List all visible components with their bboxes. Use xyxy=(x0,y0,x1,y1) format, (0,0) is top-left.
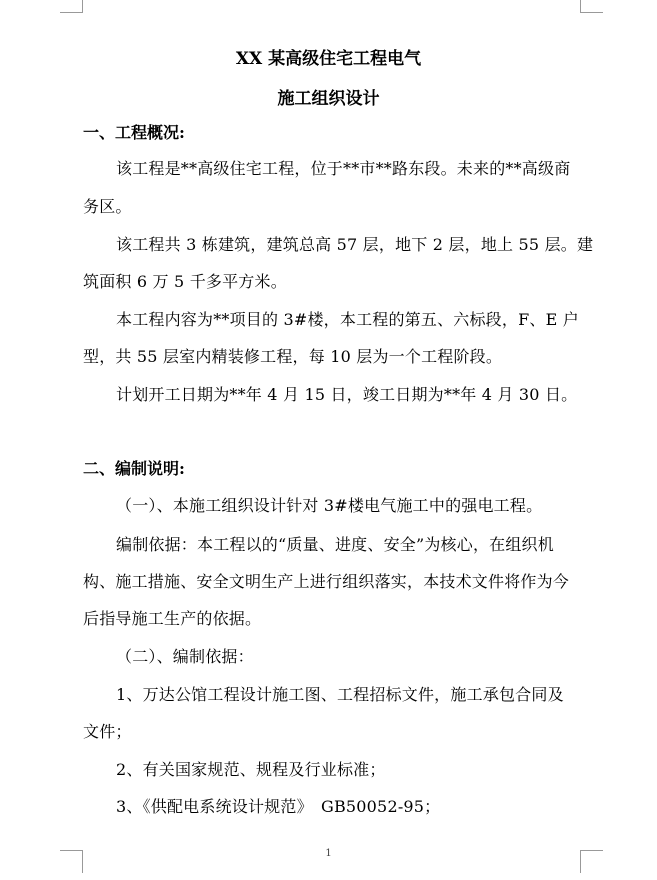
list-item: 文件； xyxy=(83,722,132,741)
paragraph-line: 该工程共 3 栋建筑，建筑总高 57 层，地下 2 层，地上 55 层。建 xyxy=(116,235,594,254)
paragraph-line: 该工程是**高级住宅工程，位于**市**路东段。未来的**高级商 xyxy=(116,159,571,178)
corner-mark-top-left xyxy=(60,0,83,13)
paragraph-line: 构、施工措施、安全文明生产上进行组织落实，本技术文件将作为今 xyxy=(83,572,570,591)
paragraph-line: 后指导施工生产的依据。 xyxy=(83,609,262,628)
paragraph-line: 务区。 xyxy=(83,197,132,216)
paragraph-line: 编制依据：本工程以的“质量、进度、安全”为核心，在组织机 xyxy=(116,535,554,554)
subheading-line: （一）、本施工组织设计针对 3#楼电气施工中的强电工程。 xyxy=(116,496,543,515)
document-subtitle: 施工组织设计 xyxy=(277,89,380,109)
list-item: 3、《供配电系统设计规范》 GB50052-95； xyxy=(116,797,441,816)
subheading-line: （二）、编制依据： xyxy=(116,647,254,666)
paragraph-line: 本工程内容为**项目的 3#楼，本工程的第五、六标段，F、E 户 xyxy=(116,310,579,329)
section-heading-overview: 一、工程概况: xyxy=(83,123,185,142)
list-item: 2、有关国家规范、规程及行业标准； xyxy=(116,760,386,779)
section-heading-compilation: 二、编制说明: xyxy=(83,459,185,478)
paragraph-line: 计划开工日期为**年 4 月 15 日，竣工日期为**年 4 月 30 日。 xyxy=(116,385,578,404)
document-title: XX 某高级住宅工程电气 xyxy=(235,49,422,69)
corner-mark-top-right xyxy=(580,0,603,13)
paragraph-line: 筑面积 6 万 5 千多平方米。 xyxy=(83,272,287,291)
paragraph-line: 型，共 55 层室内精装修工程，每 10 层为一个工程阶段。 xyxy=(83,347,503,366)
list-item: 1、万达公馆工程设计施工图、工程招标文件，施工承包合同及 xyxy=(116,685,564,704)
page-number: 1 xyxy=(325,848,332,859)
